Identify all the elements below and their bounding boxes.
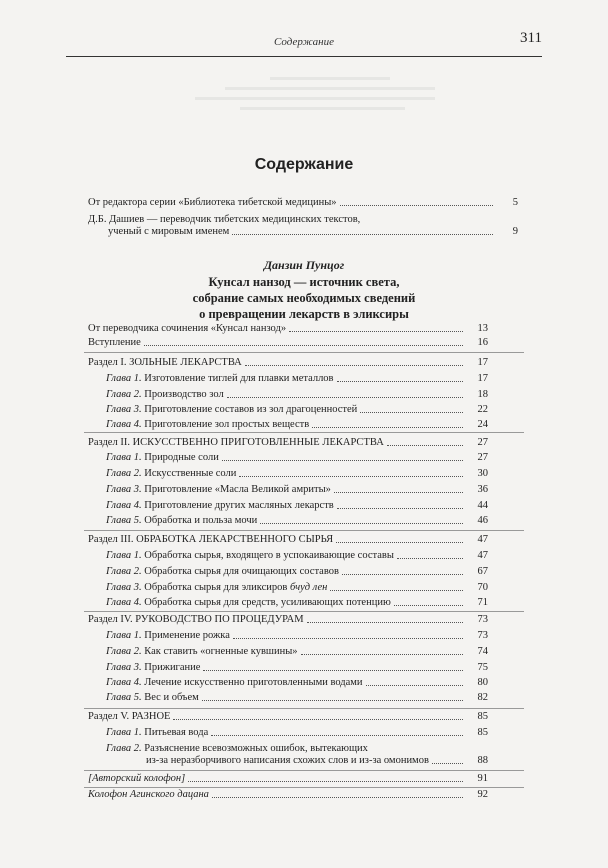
toc-chapter[interactable]: [106, 452, 488, 464]
chapter-label: Глава 1.: [106, 373, 142, 384]
chapter-page: 85: [477, 727, 488, 738]
leader-dots: [289, 331, 463, 332]
toc-section[interactable]: [88, 357, 488, 369]
chapter-title: Питьевая вода: [144, 727, 209, 738]
leader-dots: [336, 542, 463, 543]
chapter-title: Производство зол: [144, 389, 224, 400]
toc-entry-text-continued: ученый с мировым именем: [108, 226, 230, 237]
work-author: Данзин Пунцог: [263, 258, 345, 272]
toc-entry-page: 9: [512, 226, 518, 237]
chapter-title: Лечение искусственно приготовленными водами: [144, 677, 363, 688]
chapter-page: 67: [477, 566, 488, 577]
toc-entry[interactable]: [88, 789, 488, 801]
leader-dots: [260, 523, 463, 524]
chapter-page: 80: [477, 677, 488, 688]
chapter-page: 24: [477, 419, 488, 430]
toc-chapter[interactable]: [106, 597, 488, 609]
toc-chapter[interactable]: [106, 582, 488, 594]
work-title: [0, 274, 608, 322]
toc-entry-page: 91: [477, 773, 488, 784]
chapter-page: 74: [477, 646, 488, 657]
chapter-page: 47: [477, 550, 488, 561]
chapter-title: Как ставить «огненные кувшины»: [144, 646, 298, 657]
leader-dots: [144, 345, 463, 346]
chapter-title-continued: из-за неразборчивого написания схожих слов и из-за омонимов: [146, 755, 429, 766]
toc-entry-text: От редактора серии «Библиотека тибетской медицины»: [88, 197, 337, 208]
leader-dots: [340, 205, 493, 206]
chapter-label: Глава 4.: [106, 500, 142, 511]
chapter-label: Глава 2.: [106, 566, 142, 577]
toc-chapter[interactable]: [106, 630, 488, 642]
chapter-page: 44: [477, 500, 488, 511]
chapter-title: Приготовление составов из зол драгоценностей: [144, 404, 358, 415]
show-through-text: [150, 70, 450, 150]
toc-entry-page: 13: [477, 323, 488, 334]
chapter-title: Приготовление других масляных лекарств: [144, 500, 334, 511]
section-title: Раздел V. РАЗНОЕ: [88, 711, 171, 722]
chapter-page: 71: [477, 597, 488, 608]
toc-chapter[interactable]: [106, 727, 488, 739]
chapter-title: Приготовление «Масла Великой амриты»: [144, 484, 331, 495]
work-title-line: собрание самых необходимых сведений: [192, 291, 416, 305]
toc-chapter[interactable]: [106, 743, 488, 767]
leader-dots: [337, 508, 463, 509]
toc-entry-text: Вступление: [88, 337, 141, 348]
chapter-title: Обработка сырья для эликсиров: [144, 582, 288, 593]
leader-dots: [307, 622, 463, 623]
section-divider: [84, 611, 524, 612]
chapter-page: 73: [477, 630, 488, 641]
leader-dots: [202, 700, 463, 701]
chapter-label: Глава 4.: [106, 419, 142, 430]
leader-dots: [366, 685, 463, 686]
running-title: Содержание: [273, 36, 334, 48]
toc-entry-page: 16: [477, 337, 488, 348]
section-divider: [84, 530, 524, 531]
toc-chapter[interactable]: [106, 515, 488, 527]
leader-dots: [232, 234, 493, 235]
section-divider: [84, 432, 524, 433]
leader-dots: [227, 397, 463, 398]
toc-entry[interactable]: [88, 214, 518, 238]
chapter-label: Глава 2.: [106, 743, 142, 754]
toc-entry-text: От переводчика сочинения «Кунсал нанзод»: [88, 323, 287, 334]
leader-dots: [239, 476, 463, 477]
section-page: 73: [477, 614, 488, 625]
chapter-page: 82: [477, 692, 488, 703]
section-title: Раздел III. ОБРАБОТКА ЛЕКАРСТВЕННОГО СЫРЬЯ: [88, 534, 334, 545]
chapter-label: Глава 5.: [106, 515, 142, 526]
toc-chapter[interactable]: [106, 550, 488, 562]
chapter-title: Изготовление тиглей для плавки металлов: [144, 373, 334, 384]
toc-chapter[interactable]: [106, 646, 488, 658]
section-page: 27: [477, 437, 488, 448]
chapter-label: Глава 2.: [106, 389, 142, 400]
chapter-label: Глава 5.: [106, 692, 142, 703]
chapter-title: Обработка сырья для средств, усиливающих потенцию: [144, 597, 391, 608]
leader-dots: [337, 381, 463, 382]
chapter-label: Глава 3.: [106, 582, 142, 593]
section-page: 17: [477, 357, 488, 368]
leader-dots: [233, 638, 463, 639]
chapter-label: Глава 1.: [106, 727, 142, 738]
chapter-page: 88: [477, 755, 488, 766]
chapter-label: Глава 3.: [106, 484, 142, 495]
leader-dots: [342, 574, 463, 575]
chapter-title: Обработка сырья для очищающих составов: [144, 566, 339, 577]
toc-chapter[interactable]: [106, 692, 488, 704]
chapter-title: Вес и объем: [144, 692, 199, 703]
toc-chapter[interactable]: [106, 677, 488, 689]
toc-entry-page: 92: [477, 789, 488, 800]
toc-chapter[interactable]: [106, 500, 488, 512]
chapter-label: Глава 2.: [106, 468, 142, 479]
toc-title: Содержание: [254, 156, 354, 173]
work-title-line: о превращении лекарств в эликсиры: [199, 307, 409, 321]
chapter-page: 70: [477, 582, 488, 593]
chapter-title: Обработка и польза мочи: [144, 515, 258, 526]
toc-section[interactable]: [88, 711, 488, 723]
chapter-page: 27: [477, 452, 488, 463]
section-title: Раздел I. ЗОЛЬНЫЕ ЛЕКАРСТВА: [88, 357, 242, 368]
leader-dots: [188, 781, 463, 782]
toc-entry[interactable]: [88, 323, 488, 335]
toc-chapter[interactable]: [106, 484, 488, 496]
chapter-label: Глава 3.: [106, 662, 142, 673]
toc-entry-page: 5: [512, 197, 518, 208]
chapter-label: Глава 3.: [106, 404, 142, 415]
toc-chapter[interactable]: [106, 389, 488, 401]
chapter-page: 75: [477, 662, 488, 673]
page-number: 311: [520, 30, 542, 46]
chapter-page: 22: [477, 404, 488, 415]
toc-chapter[interactable]: [106, 404, 488, 416]
chapter-page: 18: [477, 389, 488, 400]
chapter-title: Природные соли: [144, 452, 219, 463]
leader-dots: [397, 558, 463, 559]
chapter-page: 30: [477, 468, 488, 479]
chapter-label: Глава 1.: [106, 630, 142, 641]
leader-dots: [334, 492, 463, 493]
toc-chapter[interactable]: [106, 662, 488, 674]
chapter-title: Искусственные соли: [144, 468, 237, 479]
leader-dots: [245, 365, 463, 366]
leader-dots: [387, 445, 463, 446]
chapter-label: Глава 4.: [106, 677, 142, 688]
leader-dots: [222, 460, 463, 461]
leader-dots: [330, 590, 463, 591]
toc-section[interactable]: [88, 437, 488, 449]
leader-dots: [173, 719, 463, 720]
chapter-label: Глава 2.: [106, 646, 142, 657]
chapter-title: Приготовление зол простых веществ: [144, 419, 310, 430]
section-page: 85: [477, 711, 488, 722]
leader-dots: [394, 605, 463, 606]
section-divider: [84, 770, 524, 771]
chapter-label: Глава 1.: [106, 452, 142, 463]
toc-chapter[interactable]: [106, 419, 488, 431]
leader-dots: [203, 670, 463, 671]
section-title: Раздел II. ИСКУССТВЕННО ПРИГОТОВЛЕННЫЕ ЛЕКАРСТВА: [88, 437, 384, 448]
chapter-page: 36: [477, 484, 488, 495]
leader-dots: [432, 763, 463, 764]
running-header: [66, 28, 542, 57]
chapter-label: Глава 1.: [106, 550, 142, 561]
chapter-title: Разъяснение всевозможных ошибок, вытекающих: [144, 743, 368, 754]
toc-entry[interactable]: [88, 337, 488, 349]
toc-chapter[interactable]: [106, 566, 488, 578]
section-divider: [84, 787, 524, 788]
leader-dots: [312, 427, 463, 428]
chapter-title: Обработка сырья, входящего в успокаивающие составы: [144, 550, 394, 561]
chapter-title-italic: бчуд лен: [289, 582, 328, 593]
chapter-page: 46: [477, 515, 488, 526]
toc-section[interactable]: [88, 614, 488, 626]
work-title-line: Кунсал нанзод — источник света,: [208, 275, 400, 289]
leader-dots: [211, 735, 463, 736]
toc-entry[interactable]: [88, 773, 488, 785]
section-title: Раздел IV. РУКОВОДСТВО ПО ПРОЦЕДУРАМ: [88, 614, 304, 625]
section-divider: [84, 352, 524, 353]
chapter-title: Применение рожка: [144, 630, 230, 641]
toc-section[interactable]: [88, 534, 488, 546]
toc-chapter[interactable]: [106, 373, 488, 385]
chapter-title: Прижигание: [144, 662, 201, 673]
leader-dots: [301, 654, 463, 655]
toc-entry-text: Колофон Агинского дацана: [88, 789, 209, 800]
leader-dots: [360, 412, 463, 413]
chapter-page: 17: [477, 373, 488, 384]
section-divider: [84, 708, 524, 709]
chapter-label: Глава 4.: [106, 597, 142, 608]
section-page: 47: [477, 534, 488, 545]
leader-dots: [212, 797, 463, 798]
toc-chapter[interactable]: [106, 468, 488, 480]
toc-entry-text: [Авторский колофон]: [88, 773, 186, 784]
toc-entry[interactable]: [88, 197, 518, 209]
toc-entry-text: Д.Б. Дашиев — переводчик тибетских медицинских текстов,: [88, 214, 361, 225]
